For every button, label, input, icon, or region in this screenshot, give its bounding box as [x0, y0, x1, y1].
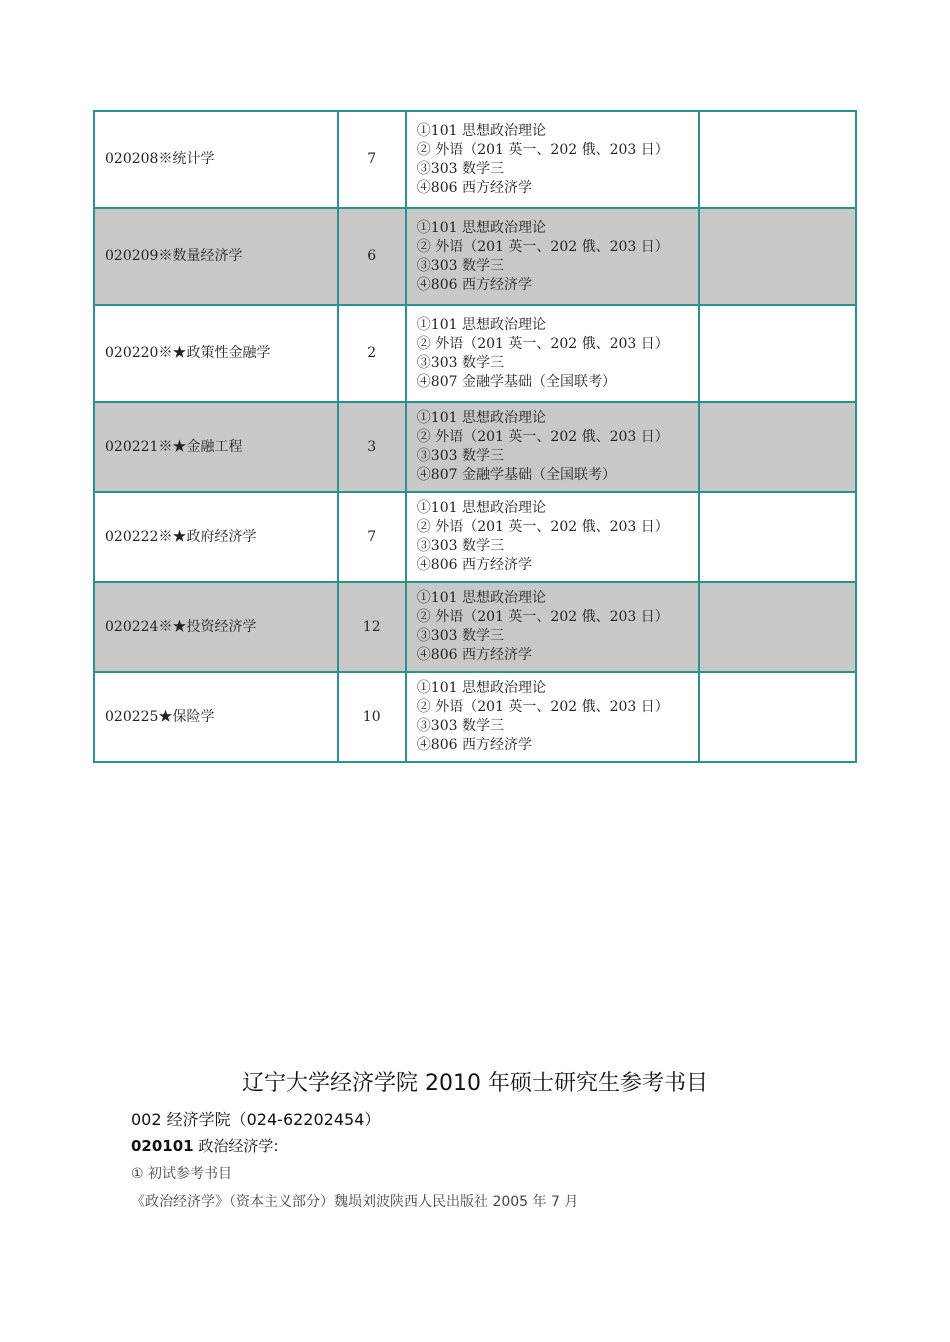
enrollment-count-cell: 12: [338, 582, 406, 672]
exam-subjects-cell: [406, 582, 699, 672]
exam-subjects-cell: [406, 111, 699, 208]
exam-subject: ①101 思想政治理论: [416, 590, 546, 606]
enrollment-count-cell: 3: [338, 402, 406, 492]
exam-subject: ①101 思想政治理论: [416, 316, 546, 333]
exam-subjects-cell: [406, 672, 699, 762]
exam-subjects-cell: [406, 305, 699, 402]
major-code-cell: 020225★保险学: [94, 672, 338, 762]
exam-subject: ③303 数学三: [416, 448, 504, 464]
table-row: [94, 208, 856, 305]
table-row: [94, 492, 856, 582]
remarks-cell: [699, 672, 856, 762]
major-heading: [131, 1135, 278, 1156]
exam-subject: ①101 思想政治理论: [416, 410, 546, 426]
major-code-cell: 020222※★政府经济学: [94, 492, 338, 582]
exam-subject: ④806 西方经济学: [416, 276, 532, 293]
exam-subject: ③303 数学三: [416, 354, 504, 371]
exam-subjects-cell: [406, 402, 699, 492]
document-title: 辽宁大学经济学院 2010 年硕士研究生参考书目: [242, 1071, 708, 1096]
remarks-cell: [699, 492, 856, 582]
table-row: [94, 402, 856, 492]
department-line: 002 经济学院（024-62202454）: [131, 1110, 381, 1129]
exam-subject: ①101 思想政治理论: [416, 122, 546, 139]
enrollment-count-cell: 10: [338, 672, 406, 762]
exam-subject: ③303 数学三: [416, 718, 504, 734]
section-heading: ① 初试参考书目: [131, 1166, 233, 1182]
major-code-cell: 020224※★投资经济学: [94, 582, 338, 672]
exam-subject: ② 外语（201 英一、202 俄、203 日）: [416, 335, 669, 352]
exam-subjects-cell: [406, 208, 699, 305]
remarks-cell: [699, 402, 856, 492]
exam-subject: ③303 数学三: [416, 538, 504, 554]
remarks-cell: [699, 208, 856, 305]
table-row: [94, 672, 856, 762]
exam-subject: ④806 西方经济学: [416, 179, 532, 196]
remarks-cell: [699, 305, 856, 402]
reference-book: 《政治经济学》（资本主义部分）魏埙刘波陕西人民出版社 2005 年 7 月: [131, 1194, 579, 1210]
exam-subject: ①101 思想政治理论: [416, 680, 546, 696]
program-table: [93, 110, 857, 763]
major-code-cell: 020220※★政策性金融学: [94, 305, 338, 402]
program-table-body: [94, 111, 856, 762]
exam-subject: ③303 数学三: [416, 160, 504, 177]
remarks-cell: [699, 111, 856, 208]
major-code: 020101: [131, 1137, 194, 1155]
enrollment-count-cell: 7: [338, 111, 406, 208]
remarks-cell: [699, 582, 856, 672]
table-row: [94, 582, 856, 672]
exam-subject: ①101 思想政治理论: [416, 500, 546, 516]
enrollment-count-cell: 7: [338, 492, 406, 582]
major-code-cell: 020209※数量经济学: [94, 208, 338, 305]
exam-subject: ③303 数学三: [416, 257, 504, 274]
exam-subject: ② 外语（201 英一、202 俄、203 日）: [416, 429, 669, 445]
exam-subject: ④807 金融学基础（全国联考）: [416, 373, 616, 390]
exam-subjects-cell: [406, 492, 699, 582]
enrollment-count-cell: 2: [338, 305, 406, 402]
exam-subject: ② 外语（201 英一、202 俄、203 日）: [416, 519, 669, 535]
exam-subject: ③303 数学三: [416, 628, 504, 644]
exam-subject: ② 外语（201 英一、202 俄、203 日）: [416, 609, 669, 625]
exam-subject: ④806 西方经济学: [416, 737, 532, 753]
exam-subject: ② 外语（201 英一、202 俄、203 日）: [416, 238, 669, 255]
exam-subject: ④806 西方经济学: [416, 647, 532, 663]
table-row: [94, 111, 856, 208]
table-row: [94, 305, 856, 402]
exam-subject: ④806 西方经济学: [416, 557, 532, 573]
major-code-cell: 020221※★金融工程: [94, 402, 338, 492]
enrollment-count-cell: 6: [338, 208, 406, 305]
exam-subject: ①101 思想政治理论: [416, 219, 546, 236]
exam-subject: ② 外语（201 英一、202 俄、203 日）: [416, 699, 669, 715]
exam-subject: ④807 金融学基础（全国联考）: [416, 467, 616, 483]
exam-subject: ② 外语（201 英一、202 俄、203 日）: [416, 141, 669, 158]
major-name: 政治经济学:: [198, 1137, 279, 1155]
major-code-cell: 020208※统计学: [94, 111, 338, 208]
